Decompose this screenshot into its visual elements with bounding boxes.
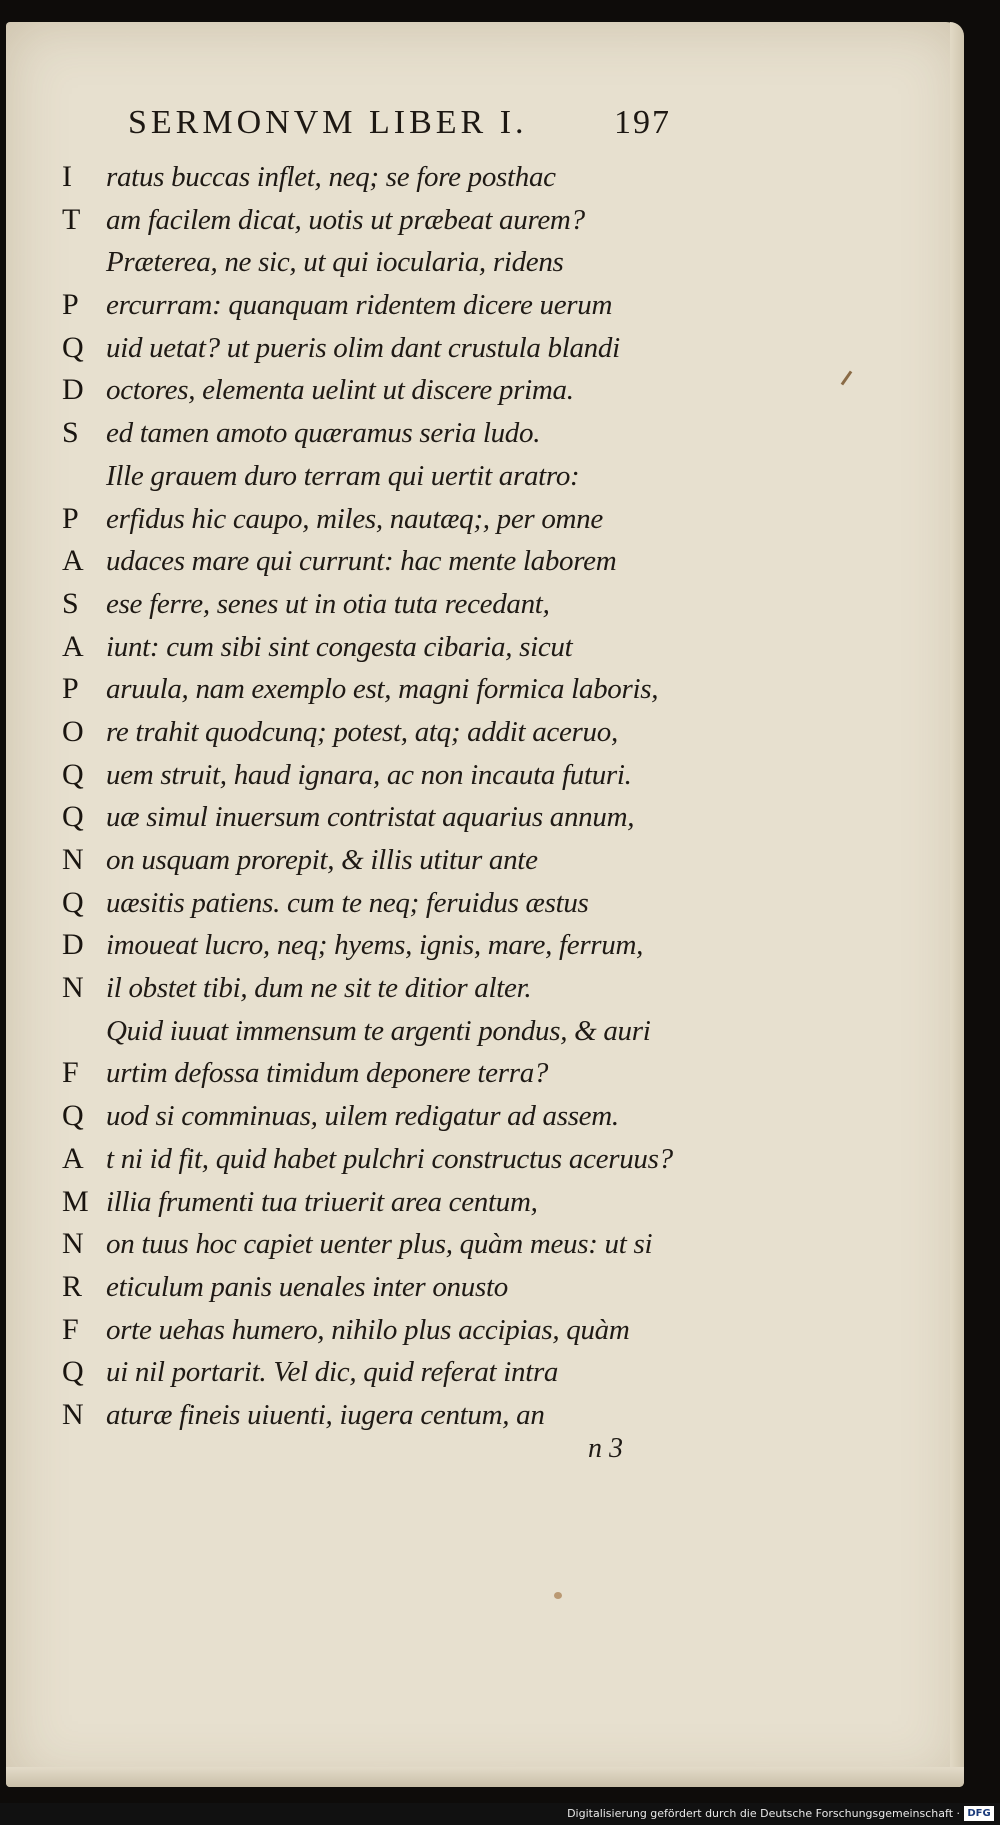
verse-line: [62, 583, 882, 626]
verse-initial: Q: [62, 885, 84, 919]
verse-initial: P: [62, 288, 79, 322]
verse-text: on tuus hoc capiet uenter plus, quàm meus: ut si: [106, 1228, 653, 1261]
verse-initial: P: [62, 672, 79, 706]
verse-line: [62, 839, 882, 882]
verse-initial: S: [62, 416, 79, 450]
verse-line: [62, 412, 882, 455]
verse-line: [62, 1138, 882, 1181]
verse-line: [62, 327, 882, 370]
verse-line: [62, 1095, 882, 1138]
verse-initial: A: [62, 1141, 84, 1175]
verse-text: udaces mare qui currunt: hac mente laborem: [106, 545, 617, 578]
page-edge: [950, 22, 964, 1787]
verse-initial: R: [62, 1269, 83, 1303]
verse-text: illia frumenti tua triuerit area centum,: [106, 1185, 538, 1218]
verse-initial: P: [62, 501, 79, 535]
running-head: [128, 104, 728, 150]
verse-line: [62, 284, 882, 327]
verse-text: uid uetat? ut pueris olim dant crustula blandi: [106, 331, 620, 364]
verse-text: imoueat lucro, neq; hyems, ignis, mare, ferrum,: [106, 929, 644, 962]
verse-text: iunt: cum sibi sint congesta cibaria, sicut: [106, 630, 573, 663]
verse-initial: Q: [62, 800, 84, 834]
verse-line: [62, 1266, 882, 1309]
verse-text: urtim defossa timidum deponere terra?: [106, 1057, 549, 1090]
verse-text: on usquam prorepit, & illis utitur ante: [106, 844, 538, 876]
verse-line: [62, 711, 882, 754]
verse-text: ed tamen amoto quæramus seria ludo.: [106, 417, 541, 450]
verse-text: uem struit, haud ignara, ac non incauta futuri.: [106, 758, 632, 791]
verse-line: [62, 668, 882, 711]
verse-line: [62, 156, 882, 199]
verse-initial: A: [62, 544, 84, 578]
verse-text: ese ferre, senes ut in otia tuta recedant,: [106, 587, 550, 620]
verse-line: [62, 754, 882, 797]
footer-credit: Digitalisierung gefördert durch die Deutsche Forschungsgemeinschaft ·: [567, 1807, 960, 1820]
verse-line: [62, 1309, 882, 1352]
verse-initial: S: [62, 586, 79, 620]
verse-initial: F: [62, 1056, 79, 1090]
verse-line: [62, 369, 882, 412]
verse-text: ratus buccas inflet, neq; se fore posthac: [106, 161, 556, 193]
verse-text: orte uehas humero, nihilo plus accipias, quàm: [106, 1313, 630, 1346]
verse-initial: A: [62, 629, 84, 663]
verse-initial: D: [62, 373, 84, 407]
verse-line: [62, 1181, 882, 1224]
verse-line: [62, 455, 882, 498]
verse-initial: O: [62, 714, 84, 748]
verse-text: am facilem dicat, uotis ut præbeat aurem?: [106, 203, 585, 236]
footer-strip: [0, 1803, 1000, 1825]
verse-line: [62, 967, 882, 1010]
page-bottom-edge: [6, 1767, 964, 1787]
verse-line: [62, 241, 882, 284]
verse-line: [62, 498, 882, 541]
verse-initial: N: [62, 971, 84, 1005]
verse-line: [62, 1010, 882, 1053]
signature-mark: n 3: [588, 1433, 623, 1464]
verse-text: ui nil portarit. Vel dic, quid referat intra: [106, 1356, 559, 1389]
running-head-title: SERMONVM LIBER I.: [128, 104, 528, 141]
verse-text: Quid iuuat immensum te argenti pondus, & auri: [106, 1014, 651, 1047]
verse-line: [62, 924, 882, 967]
dfg-logo: DFG: [964, 1806, 994, 1821]
verse-initial: I: [62, 160, 72, 193]
verse-text: uæsitis patiens. cum te neq; feruidus æstus: [106, 886, 589, 919]
paper-stain: [554, 1592, 562, 1599]
verse-text: ercurram: quanquam ridentem dicere uerum: [106, 289, 613, 322]
verse-text: erfidus hic caupo, miles, nautæq;, per omne: [106, 502, 603, 535]
verse-text: uod si comminuas, uilem redigatur ad assem.: [106, 1100, 619, 1133]
page-number: 197: [614, 104, 671, 141]
verse-initial: Q: [62, 1355, 84, 1389]
verse-line: [62, 199, 882, 242]
verse-text: Ille grauem duro terram qui uertit aratro:: [106, 459, 580, 492]
verse-text: t ni id fit, quid habet pulchri constructus aceruus?: [106, 1142, 673, 1175]
verse-line: [62, 626, 882, 669]
verse-initial: M: [62, 1184, 89, 1218]
verse-text: eticulum panis uenales inter onusto: [106, 1270, 508, 1303]
verse-text: uæ simul inuersum contristat aquarius annum,: [106, 801, 635, 834]
verse-initial: D: [62, 928, 84, 962]
verse-initial: N: [62, 1227, 84, 1261]
verse-text: aturæ fineis uiuenti, iugera centum, an: [106, 1398, 545, 1431]
verse-initial: Q: [62, 757, 84, 791]
verse-line: [62, 1052, 882, 1095]
verse-text: il obstet tibi, dum ne sit te ditior alter.: [106, 972, 532, 1005]
verse-initial: Q: [62, 1099, 84, 1133]
verse-initial: T: [62, 202, 81, 236]
verse-line: [62, 540, 882, 583]
verse-text: re trahit quodcunq; potest, atq; addit aceruo,: [106, 715, 618, 748]
verse-initial: N: [62, 843, 84, 876]
verse-line: [62, 1223, 882, 1266]
verse-block: [62, 156, 882, 1437]
verse-initial: N: [62, 1397, 84, 1431]
verse-text: Præterea, ne sic, ut qui iocularia, ridens: [106, 246, 564, 279]
verse-line: [62, 1351, 882, 1394]
verse-text: aruula, nam exemplo est, magni formica laboris,: [106, 673, 659, 706]
verse-line: [62, 796, 882, 839]
verse-line: [62, 882, 882, 925]
verse-initial: Q: [62, 330, 84, 364]
verse-text: octores, elementa uelint ut discere prima.: [106, 374, 574, 407]
verse-initial: F: [62, 1312, 79, 1346]
verse-line: [62, 1394, 882, 1437]
